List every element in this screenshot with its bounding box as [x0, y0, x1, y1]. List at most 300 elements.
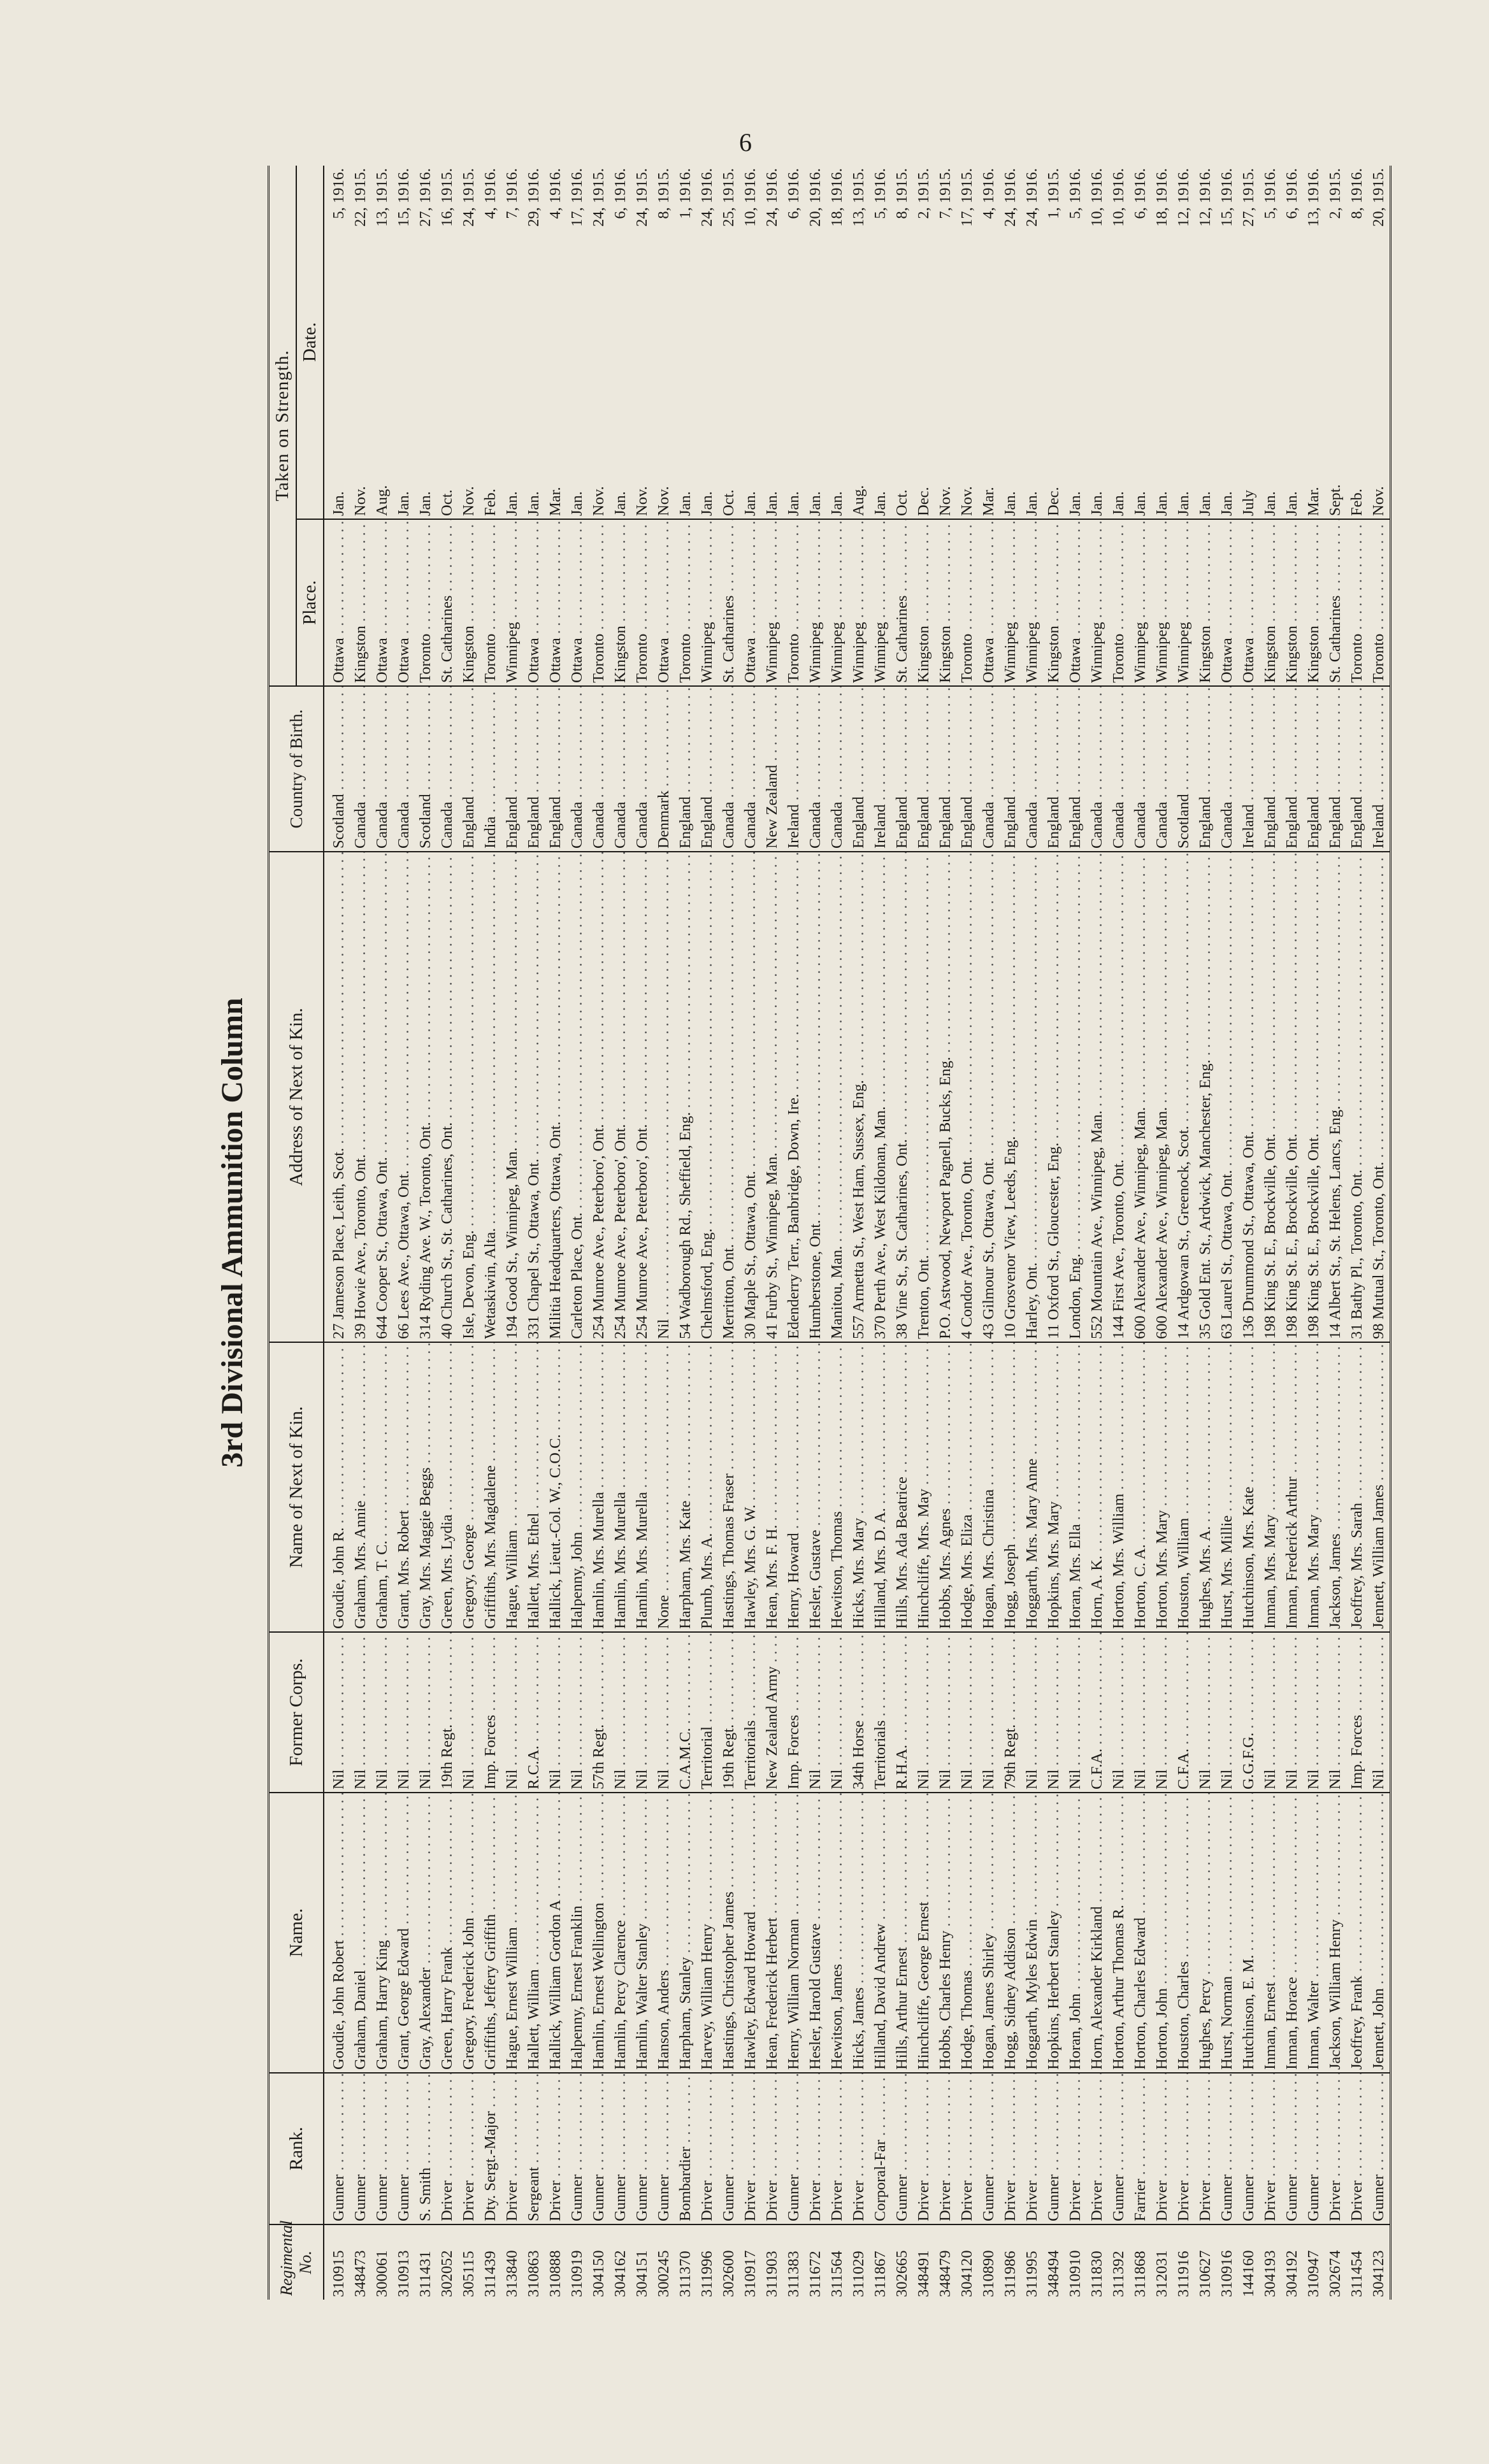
cell-former-corps-text: Nil . . . [1327, 1632, 1344, 1789]
cell-country [545, 686, 566, 852]
cell-place [1325, 519, 1346, 686]
date-day-year: 24, 1916. [1002, 168, 1019, 227]
cell-place [1281, 519, 1303, 686]
date-day-year: 20, 1916. [807, 168, 824, 227]
cell-rank [1065, 2073, 1086, 2224]
table-row [675, 166, 696, 2300]
table-row [1130, 166, 1151, 2300]
cell-regimental-no-text: 304192 [1283, 2250, 1300, 2297]
cell-regimental-no [324, 2224, 350, 2300]
cell-name [783, 1793, 805, 2073]
cell-name [1303, 1793, 1325, 2073]
cell-regimental-no [870, 2224, 891, 2300]
cell-address-text: Harley, Ont. . . . [1023, 852, 1040, 1339]
cell-country [1260, 686, 1281, 852]
cell-country-text: England . . . [1327, 686, 1344, 849]
cell-address [1303, 852, 1325, 1342]
cell-name-text: Hogg, Sidney Addison . . . [1002, 1793, 1019, 2070]
cell-date [675, 166, 696, 519]
header-former-corps: Former Corps. [269, 1632, 324, 1793]
cell-rank [1108, 2073, 1130, 2224]
cell-address [1325, 852, 1346, 1342]
date-day-year: 7, 1916. [503, 168, 521, 219]
cell-rank [350, 2073, 371, 2224]
cell-regimental-no [1238, 2224, 1260, 2300]
table-row [415, 166, 436, 2300]
cell-next-of-kin [1021, 1342, 1043, 1632]
table-row [371, 166, 393, 2300]
cell-former-corps [1173, 1632, 1195, 1793]
cell-address-text: Wetaskiwin, Alta. . . . [482, 852, 499, 1339]
cell-date [1325, 166, 1346, 519]
cell-address [566, 852, 588, 1342]
cell-place-text: Kingston . . . [460, 519, 477, 683]
cell-address [588, 852, 610, 1342]
cell-regimental-no-text: 304151 [633, 2250, 651, 2297]
cell-rank-text: Driver . . . [1327, 2073, 1344, 2221]
cell-country [1216, 686, 1238, 852]
cell-next-of-kin-text: Hallick, Lieut.-Col. W., C.O.C. . . . [547, 1342, 564, 1629]
cell-next-of-kin [935, 1342, 956, 1632]
cell-former-corps [1238, 1632, 1260, 1793]
cell-next-of-kin [523, 1342, 545, 1632]
date-value [913, 168, 935, 516]
date-day-year: 17, 1916. [568, 168, 586, 227]
cell-next-of-kin [631, 1342, 653, 1632]
cell-address [523, 852, 545, 1342]
cell-rank [631, 2073, 653, 2224]
cell-address-text: 144 First Ave., Toronto, Ont. . . . [1110, 852, 1127, 1339]
cell-next-of-kin [1368, 1342, 1391, 1632]
cell-place [631, 519, 653, 686]
table-row [1086, 166, 1108, 2300]
cell-address-text: 254 Munroe Ave., Peterboro', Ont. . . . [612, 852, 629, 1339]
cell-place [393, 519, 415, 686]
cell-place [870, 519, 891, 686]
cell-country [371, 686, 393, 852]
cell-address-text: 254 Munroe Ave., Peterboro', Ont. . . . [590, 852, 607, 1339]
cell-name-text: Houston, Charles . . . [1175, 1793, 1192, 2070]
cell-rank [1303, 2073, 1325, 2224]
cell-place-text: St. Catharines . . . [720, 519, 737, 683]
cell-country-text: Denmark . . . [655, 686, 672, 849]
cell-regimental-no [1303, 2224, 1325, 2300]
cell-country [1238, 686, 1260, 852]
cell-country-text: New Zealand . . . [763, 686, 780, 849]
cell-date [1021, 166, 1043, 519]
cell-regimental-no [631, 2224, 653, 2300]
cell-address [978, 852, 1000, 1342]
cell-date [1260, 166, 1281, 519]
cell-name [350, 1793, 371, 2073]
cell-next-of-kin-text: Graham, T. C. . . . [373, 1342, 391, 1629]
table-row [1260, 166, 1281, 2300]
cell-place [913, 519, 935, 686]
cell-country [631, 686, 653, 852]
cell-date [631, 166, 653, 519]
cell-rank [436, 2073, 458, 2224]
cell-former-corps [588, 1632, 610, 1793]
cell-place [1216, 519, 1238, 686]
cell-name-text: Jackson, William Henry . . . [1327, 1793, 1344, 2070]
cell-next-of-kin [761, 1342, 783, 1632]
cell-place-text: Ottawa . . . [980, 519, 997, 683]
cell-rank-text: Driver . . . [1348, 2073, 1365, 2221]
cell-place-text: Ottawa . . . [395, 519, 412, 683]
cell-former-corps [891, 1632, 913, 1793]
cell-name [501, 1793, 523, 2073]
table-row [761, 166, 783, 2300]
table-row [805, 166, 826, 2300]
date-day-year: 7, 1915. [937, 168, 954, 219]
cell-date [436, 166, 458, 519]
cell-name-text: Hopkins, Herbert Stanley . . . [1045, 1793, 1062, 2070]
cell-date [545, 166, 566, 519]
cell-country-text: Canada . . . [395, 686, 412, 849]
cell-address [675, 852, 696, 1342]
cell-regimental-no-text: 310913 [395, 2250, 412, 2297]
date-day-year: 20, 1915. [1370, 168, 1387, 227]
date-value [1043, 168, 1065, 516]
date-month: Jan. [1218, 491, 1235, 516]
cell-next-of-kin-text: Hague, William . . . [503, 1342, 521, 1629]
cell-place [480, 519, 501, 686]
cell-place-text: Ottawa . . . [1218, 519, 1235, 683]
cell-rank-text: Gunner . . . [1370, 2073, 1387, 2221]
cell-former-corps [566, 1632, 588, 1793]
cell-rank [696, 2073, 718, 2224]
table-row [1303, 166, 1325, 2300]
table-row [913, 166, 935, 2300]
cell-rank [1281, 2073, 1303, 2224]
cell-country [848, 686, 870, 852]
cell-next-of-kin-text: Griffiths, Mrs. Magdalene . . . [482, 1342, 499, 1629]
cell-country-text: England . . . [460, 686, 477, 849]
cell-regimental-no-text: 310627 [1197, 2250, 1214, 2297]
cell-rank-text: Driver . . . [763, 2073, 780, 2221]
cell-country [935, 686, 956, 852]
cell-country-text: Canada . . . [980, 686, 997, 849]
cell-country-text: England . . . [547, 686, 564, 849]
date-value [675, 168, 696, 516]
cell-next-of-kin-text: Horn, A. K. . . . [1088, 1342, 1105, 1629]
date-value [891, 168, 913, 516]
cell-regimental-no-text: 311672 [807, 2251, 824, 2297]
date-month: Jan. [807, 491, 824, 516]
cell-regimental-no [718, 2224, 740, 2300]
cell-former-corps [1195, 1632, 1216, 1793]
cell-country-text: Canada . . . [720, 686, 737, 849]
cell-country-text: Canada . . . [807, 686, 824, 849]
cell-date [848, 166, 870, 519]
date-day-year: 24, 1915. [590, 168, 607, 227]
date-month: Jan. [395, 491, 412, 516]
cell-address [1195, 852, 1216, 1342]
cell-regimental-no-text: 300245 [655, 2250, 672, 2297]
table-row [480, 166, 501, 2300]
table-row [610, 166, 631, 2300]
cell-name-text: Inman, Ernest . . . [1262, 1793, 1279, 2070]
cell-next-of-kin [545, 1342, 566, 1632]
date-month: Jan. [568, 491, 586, 516]
cell-place-text: Winnipeg . . . [1153, 519, 1170, 683]
cell-place-text: Winnipeg . . . [1023, 519, 1040, 683]
cell-former-corps-text: G.G.F.G. . . . [1240, 1632, 1257, 1789]
cell-rank-text: Gunner . . . [568, 2073, 586, 2221]
cell-next-of-kin [610, 1342, 631, 1632]
cell-rank-text: Driver . . . [850, 2073, 867, 2221]
cell-country-text: Canada . . . [568, 686, 586, 849]
cell-country [740, 686, 761, 852]
cell-next-of-kin-text: Jeoffrey, Mrs. Sarah . . . [1348, 1342, 1365, 1629]
cell-place [545, 519, 566, 686]
cell-former-corps-text: Nil . . . [915, 1632, 932, 1789]
date-month: Jan. [1088, 491, 1105, 516]
cell-address-text: London, Eng. . . . [1067, 852, 1084, 1339]
cell-regimental-no [545, 2224, 566, 2300]
cell-former-corps [718, 1632, 740, 1793]
cell-name [588, 1793, 610, 2073]
cell-rank [653, 2073, 675, 2224]
cell-rank-text: Driver . . . [1023, 2073, 1040, 2221]
cell-place-text: Winnipeg . . . [1175, 519, 1192, 683]
cell-country [501, 686, 523, 852]
cell-regimental-no [956, 2224, 978, 2300]
cell-address [436, 852, 458, 1342]
cell-place [1238, 519, 1260, 686]
cell-next-of-kin [566, 1342, 588, 1632]
cell-name [696, 1793, 718, 2073]
cell-date [805, 166, 826, 519]
cell-rank [393, 2073, 415, 2224]
date-month: Jan. [785, 491, 802, 516]
cell-rank [978, 2073, 1000, 2224]
nominal-roll-table [268, 166, 1392, 2300]
cell-rank-text: Gunner . . . [720, 2073, 737, 2221]
cell-country-text: England . . . [503, 686, 521, 849]
cell-former-corps [675, 1632, 696, 1793]
table-row [740, 166, 761, 2300]
cell-rank-text: Gunner . . . [373, 2073, 391, 2221]
cell-country-text: Canada . . . [1218, 686, 1235, 849]
header-name: Name. [269, 1793, 324, 2073]
cell-regimental-no-text: 311868 [1132, 2251, 1149, 2297]
cell-place [718, 519, 740, 686]
cell-rank [805, 2073, 826, 2224]
cell-next-of-kin-text: Hutchinson, Mrs. Kate . . . [1240, 1342, 1257, 1629]
header-row [269, 166, 297, 2300]
cell-place-text: Kingston . . . [915, 519, 932, 683]
cell-date [1346, 166, 1368, 519]
date-day-year: 4, 1916. [980, 168, 997, 219]
cell-next-of-kin [1151, 1342, 1173, 1632]
cell-rank-text: Gunner . . . [612, 2073, 629, 2221]
cell-place [675, 519, 696, 686]
cell-rank [610, 2073, 631, 2224]
cell-former-corps [1368, 1632, 1391, 1793]
date-month: Jan. [742, 491, 759, 516]
date-month: Jan. [1262, 491, 1279, 516]
table-row [458, 166, 480, 2300]
cell-name [566, 1793, 588, 2073]
cell-rank [675, 2073, 696, 2224]
cell-regimental-no [1151, 2224, 1173, 2300]
cell-country [870, 686, 891, 852]
cell-next-of-kin-text: Hughes, Mrs. A. . . . [1197, 1342, 1214, 1629]
date-day-year: 5, 1916. [872, 168, 889, 219]
cell-former-corps [1346, 1632, 1368, 1793]
cell-regimental-no-text: 304162 [612, 2250, 629, 2297]
cell-address [1173, 852, 1195, 1342]
cell-regimental-no-text: 311370 [677, 2251, 694, 2297]
cell-former-corps-text: Nil . . . [460, 1632, 477, 1789]
cell-former-corps-text: Nil . . . [395, 1632, 412, 1789]
cell-place [848, 519, 870, 686]
cell-address [848, 852, 870, 1342]
cell-regimental-no-text: 313840 [503, 2250, 521, 2297]
cell-address [826, 852, 848, 1342]
cell-name [761, 1793, 783, 2073]
cell-place-text: Winnipeg . . . [872, 519, 889, 683]
cell-place-text: Ottawa . . . [655, 519, 672, 683]
cell-rank-text: Bombardier . . . [677, 2073, 694, 2221]
cell-country-text: Ireland . . . [872, 686, 889, 849]
cell-address-text: 644 Cooper St., Ottawa, Ont. . . . [373, 852, 391, 1339]
cell-former-corps-text: Nil . . . [1153, 1632, 1170, 1789]
date-month: Mar. [980, 487, 997, 516]
table-row [1021, 166, 1043, 2300]
cell-former-corps [826, 1632, 848, 1793]
date-value [1108, 168, 1130, 516]
date-day-year: 13, 1915. [373, 168, 391, 227]
cell-date [1108, 166, 1130, 519]
cell-former-corps [1108, 1632, 1130, 1793]
cell-country-text: England . . . [893, 686, 910, 849]
cell-place [588, 519, 610, 686]
date-value [588, 168, 610, 516]
cell-name-text: Hean, Frederick Herbert . . . [763, 1793, 780, 2070]
cell-place-text: Toronto . . . [482, 519, 499, 683]
date-day-year: 27, 1916. [417, 168, 434, 227]
cell-former-corps [1260, 1632, 1281, 1793]
cell-place-text: Winnipeg . . . [850, 519, 867, 683]
cell-name [1021, 1793, 1043, 2073]
cell-regimental-no-text: 311996 [698, 2251, 716, 2297]
date-day-year: 24, 1915. [633, 168, 651, 227]
cell-address [1260, 852, 1281, 1342]
cell-address [761, 852, 783, 1342]
date-value [1368, 168, 1390, 516]
cell-rank-text: Driver . . . [1067, 2073, 1084, 2221]
date-month: Nov. [352, 486, 369, 516]
cell-former-corps [458, 1632, 480, 1793]
cell-rank [891, 2073, 913, 2224]
cell-name-text: Hills, Arthur Ernest . . . [893, 1793, 910, 2070]
cell-country-text: England . . . [1067, 686, 1084, 849]
cell-date [1195, 166, 1216, 519]
cell-date [718, 166, 740, 519]
cell-next-of-kin [653, 1342, 675, 1632]
cell-next-of-kin-text: Henry, Howard . . . [785, 1342, 802, 1629]
cell-country [523, 686, 545, 852]
cell-place [1086, 519, 1108, 686]
cell-name [1281, 1793, 1303, 2073]
date-value [870, 168, 891, 516]
cell-country-text: Canada . . . [373, 686, 391, 849]
cell-date [740, 166, 761, 519]
date-value [523, 168, 545, 516]
cell-address [1151, 852, 1173, 1342]
cell-name-text: Horn, Alexander Kirkland . . . [1088, 1793, 1105, 2070]
table-row [935, 166, 956, 2300]
cell-address [718, 852, 740, 1342]
cell-address [1000, 852, 1021, 1342]
cell-regimental-no [566, 2224, 588, 2300]
table-row [588, 166, 610, 2300]
cell-name [458, 1793, 480, 2073]
cell-name-text: Hamlin, Percy Clarence . . . [612, 1793, 629, 2070]
cell-next-of-kin-text: Horton, Mrs. William . . . [1110, 1342, 1127, 1629]
cell-regimental-no [805, 2224, 826, 2300]
cell-former-corps [1043, 1632, 1065, 1793]
cell-place [783, 519, 805, 686]
cell-former-corps-text: Imp. Forces . . . [785, 1632, 802, 1789]
cell-former-corps [545, 1632, 566, 1793]
cell-next-of-kin [826, 1342, 848, 1632]
cell-next-of-kin-text: Hogan, Mrs. Christina . . . [980, 1342, 997, 1629]
cell-country-text: England . . . [850, 686, 867, 849]
cell-regimental-no [1086, 2224, 1108, 2300]
cell-country-text: Ireland . . . [785, 686, 802, 849]
cell-name-text: Inman, Walter . . . [1305, 1793, 1322, 2070]
date-month: Jan. [1132, 491, 1149, 516]
cell-regimental-no-text: 311431 [417, 2251, 434, 2297]
cell-country [675, 686, 696, 852]
date-day-year: 4, 1916. [547, 168, 564, 219]
cell-name-text: Jennett, John . . . [1370, 1793, 1387, 2070]
cell-rank-text: Driver . . . [828, 2073, 845, 2221]
cell-former-corps-text: 19th Regt. . . . [720, 1632, 737, 1789]
cell-regimental-no-text: 311454 [1348, 2251, 1365, 2297]
date-month: Oct. [720, 489, 737, 516]
cell-address-text: Chelmsford, Eng. . . . [698, 852, 716, 1339]
cell-address-text: 31 Bathy Pl., Toronto, Ont. . . . [1348, 852, 1365, 1339]
cell-place [826, 519, 848, 686]
cell-place [891, 519, 913, 686]
cell-regimental-no [935, 2224, 956, 2300]
cell-next-of-kin-text: Hoggarth, Mrs. Mary Anne . . . [1023, 1342, 1040, 1629]
cell-next-of-kin [501, 1342, 523, 1632]
cell-regimental-no [1346, 2224, 1368, 2300]
date-day-year: 6, 1916. [1283, 168, 1300, 219]
date-day-year: 12, 1916. [1197, 168, 1214, 227]
cell-country-text: Canada . . . [590, 686, 607, 849]
cell-rank [1130, 2073, 1151, 2224]
cell-country-text: Canada . . . [1110, 686, 1127, 849]
cell-former-corps-text: 57th Regt. . . . [590, 1632, 607, 1789]
cell-next-of-kin-text: Gregory, George . . . [460, 1342, 477, 1629]
cell-date [415, 166, 436, 519]
cell-name [653, 1793, 675, 2073]
cell-rank [935, 2073, 956, 2224]
date-day-year: 24, 1916. [698, 168, 716, 227]
cell-country-text: Scotland . . . [417, 686, 434, 849]
cell-former-corps [1303, 1632, 1325, 1793]
date-day-year: 6, 1916. [612, 168, 629, 219]
cell-rank-text: Driver . . . [915, 2073, 932, 2221]
cell-place [458, 519, 480, 686]
cell-address-text: 38 Vine St., St. Catharines, Ont. . . . [893, 852, 910, 1339]
